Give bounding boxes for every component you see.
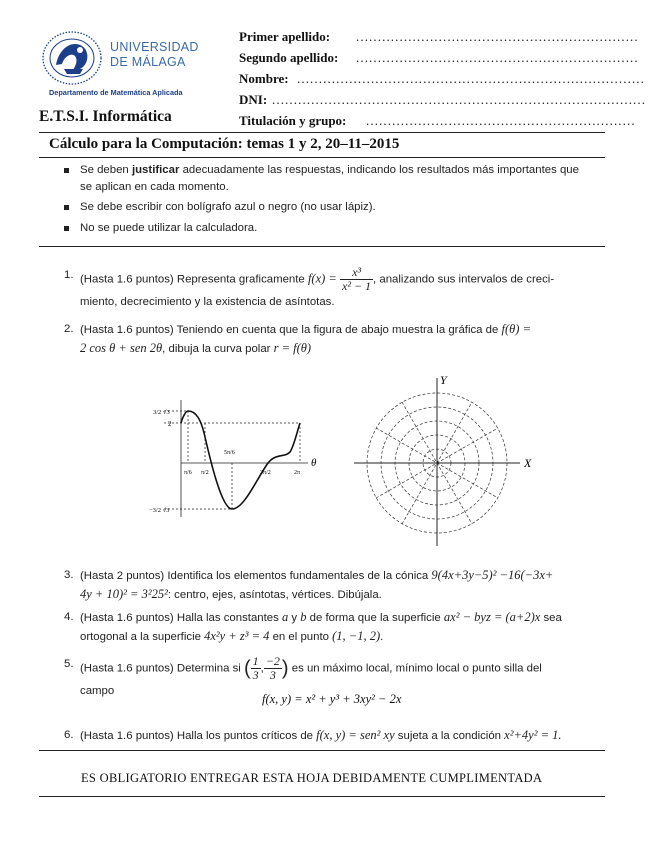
divider — [39, 796, 605, 797]
instruction-item: No se puede utilizar la calculadora. — [80, 220, 257, 237]
x-tick-label: 2π — [294, 470, 301, 476]
x-tick-label: π/6 — [184, 470, 192, 476]
field-nombre-line[interactable]: ................................................................................ — [297, 71, 645, 86]
question-6: 6. (Hasta 1.6 puntos) Halla los puntos críticos de f(x, y) = sen² xy sujeta a la condición x²+4y² = 1. — [64, 728, 562, 742]
question-3: 3. (Hasta 2 puntos) Identifica los elementos fundamentales de la cónica 9(4x+3y−5)² −16(−3x+ 4y + 10)² = 3²25²: centro, ejes, asíntotas, vértices. Dibújala. — [64, 568, 554, 601]
field-segundo-apellido-line[interactable]: ................................................................. — [356, 50, 639, 65]
university-name-line2: DE MÁLAGA — [110, 55, 186, 69]
divider — [39, 132, 605, 133]
polar-x-label: X — [524, 456, 532, 470]
x-tick-label: 3π/2 — [260, 470, 271, 476]
field-titulacion: Titulación y grupo: — [239, 113, 347, 128]
x-tick-label: π/2 — [201, 470, 209, 476]
y-tick-label: −3/2 √3 — [149, 507, 170, 514]
x-tick-label: 5π/6 — [224, 450, 235, 456]
divider — [39, 750, 605, 751]
y-tick-label: 3/2 √3 — [153, 409, 170, 416]
divider — [39, 246, 605, 247]
exam-title: Cálculo para la Computación: temas 1 y 2, 20–11–2015 — [49, 136, 400, 152]
footer-notice: ES OBLIGATORIO ENTREGAR ESTA HOJA DEBIDAMENTE CUMPLIMENTADA — [81, 771, 543, 785]
instruction-item: Se debe escribir con bolígrafo azul o negro (no usar lápiz). — [80, 199, 376, 216]
question-2: 2. (Hasta 1.6 puntos) Teniendo en cuenta que la figura de abajo muestra la gráfica de f(θ) = 2 cos θ + sen 2θ, dibuja la curva polar r = f(θ) — [64, 322, 532, 355]
polar-grid — [350, 370, 545, 552]
university-name-line1: UNIVERSIDAD — [110, 40, 199, 54]
field-dni-line[interactable]: ...................................................................................... — [272, 92, 647, 107]
y-tick-label: 2 — [168, 420, 172, 428]
field-primer-apellido: Primer apellido: — [239, 29, 331, 44]
question-5: 5. (Hasta 1.6 puntos) Determina si ( $\frac{1}{3}$ , $\frac{-2}{3}$ ) es un máximo local, mínimo local o punto silla del campo — [64, 654, 542, 697]
department-name: Departamento de Matemática Aplicada — [49, 88, 183, 97]
instruction-item: Se deben justificar adecuadamente las respuestas, indicando los resultados más importantes que se aplican en cada momento. — [80, 162, 610, 196]
q5-field-equation: f(x, y) = x² + y³ + 3xy² − 2x — [262, 692, 402, 706]
field-segundo-apellido: Segundo apellido: — [239, 50, 339, 65]
school-name: E.T.S.I. Informática — [39, 108, 172, 125]
function-graph — [148, 392, 328, 522]
function-curve — [181, 411, 300, 509]
field-titulacion-line[interactable]: .............................................................. — [366, 113, 636, 128]
field-primer-apellido-line[interactable]: ................................................................. — [356, 29, 639, 44]
field-nombre: Nombre: — [239, 71, 289, 86]
polar-y-label: Y — [440, 373, 447, 387]
question-4: 4. (Hasta 1.6 puntos) Halla las constantes a y b de forma que la superficie ax² − byz = (a+2)x sea ortogonal a la superficie 4x²y + z³ = 4 en el punto (1, −1, 2). — [64, 610, 562, 643]
divider — [39, 157, 605, 158]
uma-logo-icon — [40, 29, 104, 87]
field-dni: DNI: — [239, 92, 268, 107]
question-1: 1. (Hasta 1.6 puntos) Representa graficamente f(x) = $\frac{\text{x³}}{\text{x² − 1}}$ , analizando sus intervalos de creci- miento, decrecimiento y la existencia de asíntotas. — [64, 265, 555, 308]
x-axis-label: θ — [311, 457, 317, 469]
